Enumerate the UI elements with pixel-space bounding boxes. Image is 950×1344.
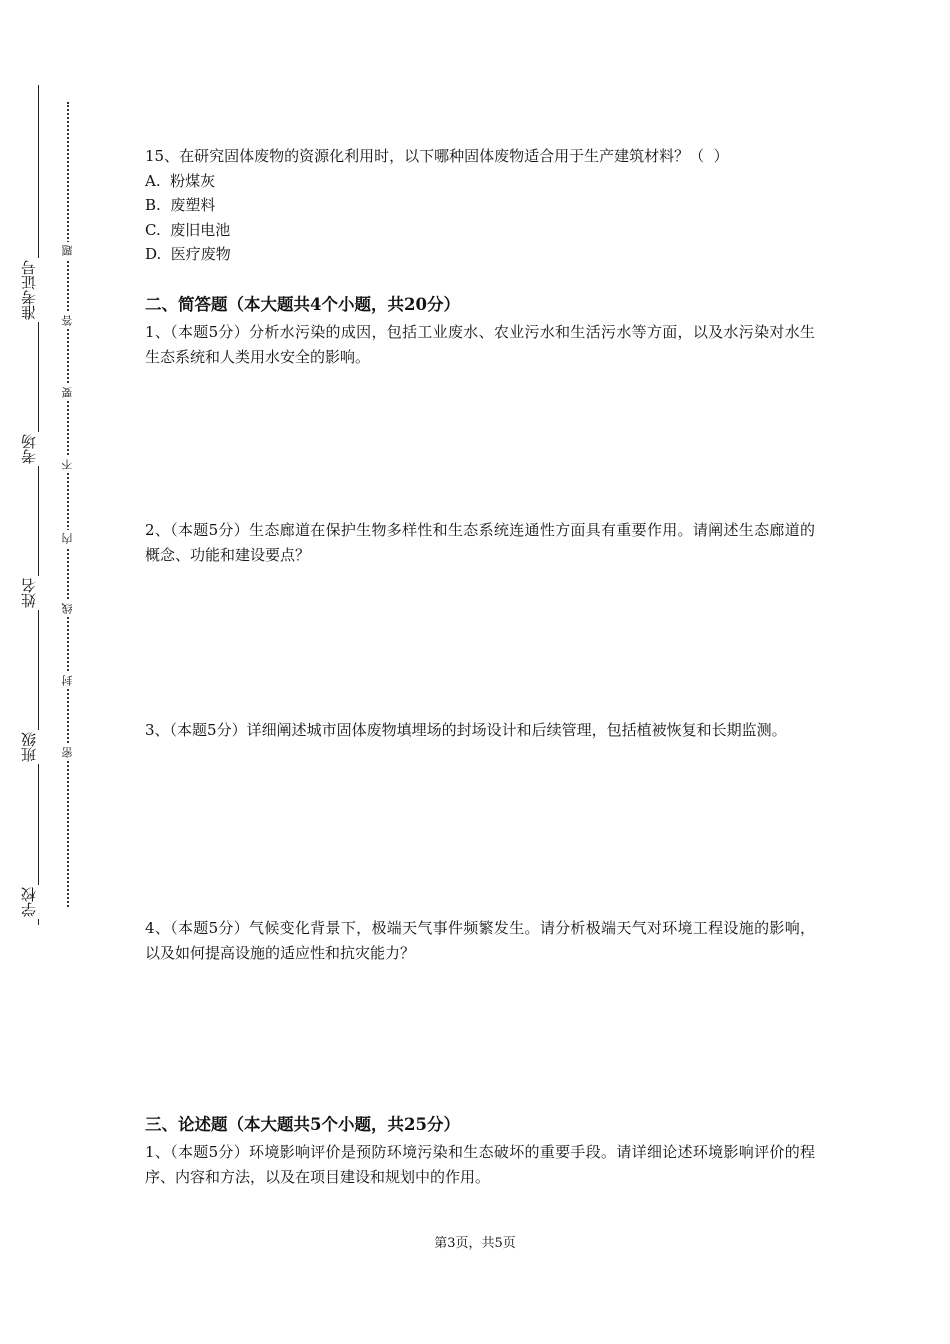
school-label: 学校 xyxy=(22,885,44,919)
short-answer-question-1: 1、（本题5分）分析水污染的成因，包括工业废水、农业污水和生活污水等方面，以及水污染对水生生态系统和人类用水安全的影响。 xyxy=(145,323,815,366)
page-footer: 第3页，共5页 xyxy=(434,1236,516,1251)
option-d: D. 医疗废物 xyxy=(145,245,231,263)
seal-char: 封 xyxy=(61,672,74,689)
seal-char: 密 xyxy=(61,744,74,761)
option-a: A. 粉煤灰 xyxy=(145,171,216,190)
seal-char: 题 xyxy=(61,242,74,259)
seal-char: 答 xyxy=(61,312,74,329)
essay-question-1: 1、（本题5分）环境影响评价是预防环境污染和生态破坏的重要手段。请详细论述环境影响评价的程序、内容和方法，以及在项目建设和规划中的作用。 xyxy=(145,1143,815,1186)
exam-number-label: 准考证号 xyxy=(22,258,44,322)
section-3-heading: 三、论述题（本大题共5个小题，共25分） xyxy=(145,1115,460,1134)
section-2-heading: 二、简答题（本大题共4个小题，共20分） xyxy=(145,295,460,314)
exam-room-label: 考场 xyxy=(22,432,44,466)
seal-char: 不 xyxy=(61,456,74,473)
short-answer-question-3: 3、（本题5分）详细阐述城市固体废物填埋场的封场设计和后续管理，包括植被恢复和长期监测。 xyxy=(145,721,787,739)
binding-solid-line xyxy=(38,85,39,925)
question-stem: 15、在研究固体废物的资源化利用时，以下哪种固体废物适合用于生产建筑材料？（ ） xyxy=(145,147,729,165)
option-c: C. 废旧电池 xyxy=(145,220,231,239)
question-15 xyxy=(145,144,815,267)
option-b: B. 废塑料 xyxy=(145,196,216,214)
seal-char: 要 xyxy=(61,384,74,401)
seal-char: 线 xyxy=(61,600,74,617)
seal-dotted-line xyxy=(67,102,69,907)
binding-margin xyxy=(0,0,80,1344)
short-answer-question-4: 4、（本题5分）气候变化背景下，极端天气事件频繁发生。请分析极端天气对环境工程设施的影响，以及如何提高设施的适应性和抗灾能力？ xyxy=(145,919,815,962)
short-answer-question-2: 2、（本题5分）生态廊道在保护生物多样性和生态系统连通性方面具有重要作用。请阐述生态廊道的概念、功能和建设要点？ xyxy=(145,521,815,564)
class-label: 班级 xyxy=(22,730,44,764)
seal-char: 内 xyxy=(61,530,74,547)
name-label: 姓名 xyxy=(22,576,44,610)
